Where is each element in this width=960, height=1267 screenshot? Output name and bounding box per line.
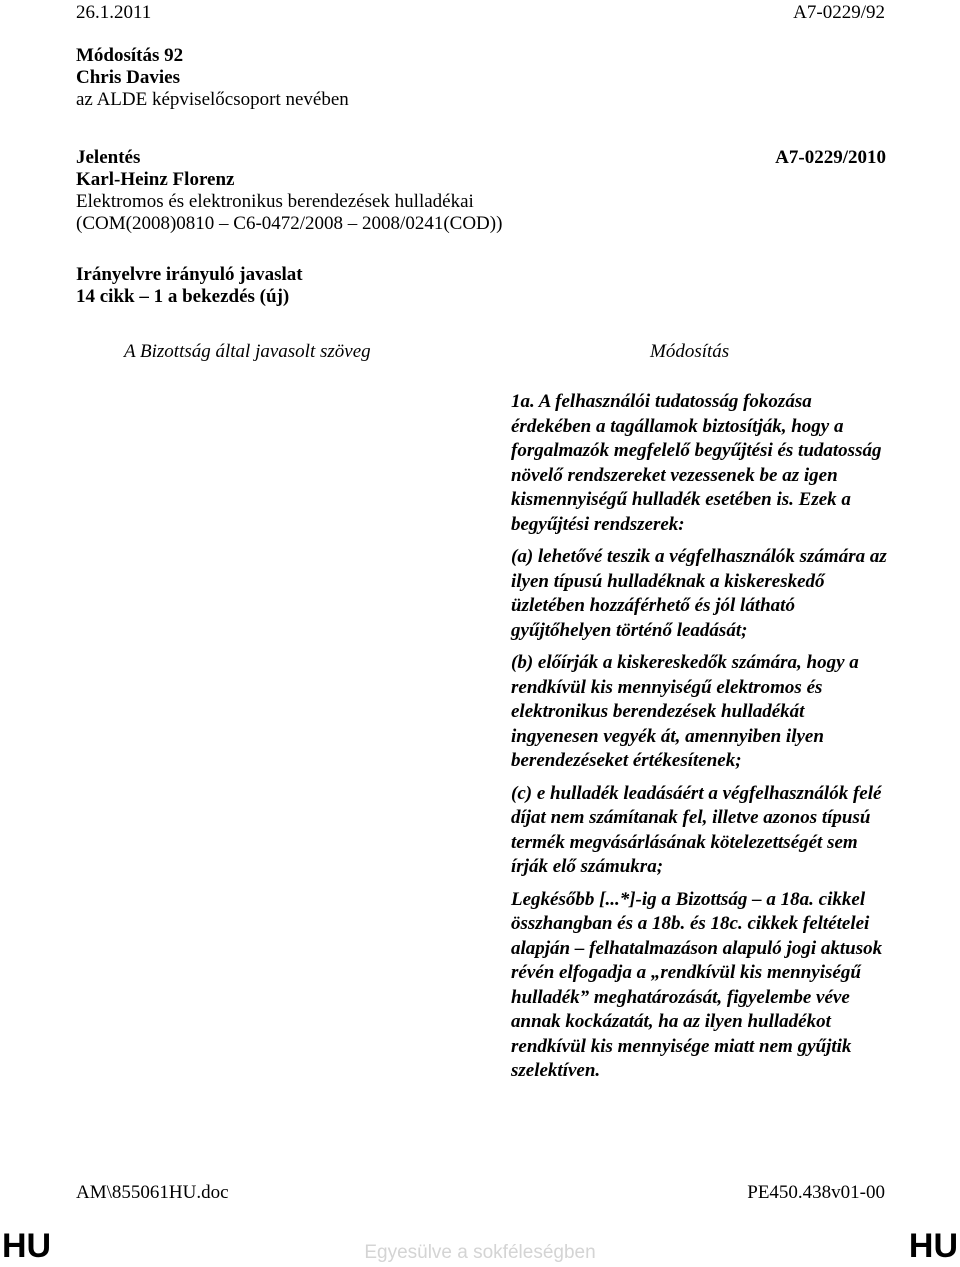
amendment-paragraph-c: (c) e hulladék leadásáért a végfelhasználók felé díjat nem számítanak fel, illetve azonos típusú termék megvásárlásának kötelezettségét sem írják elő számukra; [511,782,882,877]
amendment-paragraph-final: Legkésőbb [...*]-ig a Bizottság – a 18a. cikkel összhangban és a 18b. és 18c. cikkek feltételei alapján – felhatalmazáson alapuló jogi aktusok révén elfogadja a „rendkívül kis mennyiségű hulladék” meghatározását, figyelembe véve annak kockázatát, ha az ilyen hulladékot rendkívül kis mennyisége miatt nem gyűjtik szelektíven. [511,888,883,1081]
amendment-paragraph-b: (b) előírják a kiskereskedők számára, hogy a rendkívül kis mennyiségű elektromos és elektronikus berendezések hulladékát ingyenesen vegyék át, amennyiben ilyen berendezéseket értékesítenek; [511,652,859,771]
header-date: 26.1.2011 [76,2,152,23]
report-rapporteur: Karl-Heinz Florenz [76,169,235,190]
column-heading-commission: A Bizottság által javasolt szöveg [124,341,371,362]
amendment-group: az ALDE képviselőcsoport nevében [76,89,349,110]
amendment-title: Módosítás 92 [76,45,184,66]
report-procedure: (COM(2008)0810 – C6-0472/2008 – 2008/0241(COD)) [76,213,503,234]
column-heading-amendment: Módosítás [650,341,730,362]
amendment-author: Chris Davies [76,67,180,88]
amendment-paragraph-a: (a) lehetővé teszik a végfelhasználók számára az ilyen típusú hulladéknak a kiskereskedő üzletében hozzáférhető és jól látható gyűjtőhelyen történő leadását; [511,546,887,641]
eu-motto: Egyesülve a sokféleségben [364,1242,596,1263]
report-block [76,147,886,235]
proposal-article: 14 cikk – 1 a bekezdés (új) [76,286,290,307]
amendment-paragraph-1: 1a. A felhasználói tudatosság fokozása érdekében a tagállamok biztosítják, hogy a forgalmazók megfelelő begyűjtési és tudatosság növelő rendszereket vezessenek be az igen kismennyiségű hulladék esetében is. Ezek a begyűjtési rendszerek: [511,391,882,535]
footer-file: AM\855061HU.doc [76,1182,229,1203]
report-row [76,147,886,169]
proposal-label: Irányelvre irányuló javaslat [76,264,303,285]
report-subject: Elektromos és elektronikus berendezések hulladékai [76,191,474,212]
amendment-block [76,45,886,111]
language-code-right: HU [908,1227,958,1265]
report-ref: A7-0229/2010 [775,147,886,168]
amendment-text [511,390,891,1092]
report-label: Jelentés [76,147,141,168]
header-doc-ref: A7-0229/92 [793,2,885,23]
language-code-left: HU [2,1227,52,1265]
proposal-block [76,264,886,308]
footer-pe-ref: PE450.438v01-00 [747,1182,885,1203]
